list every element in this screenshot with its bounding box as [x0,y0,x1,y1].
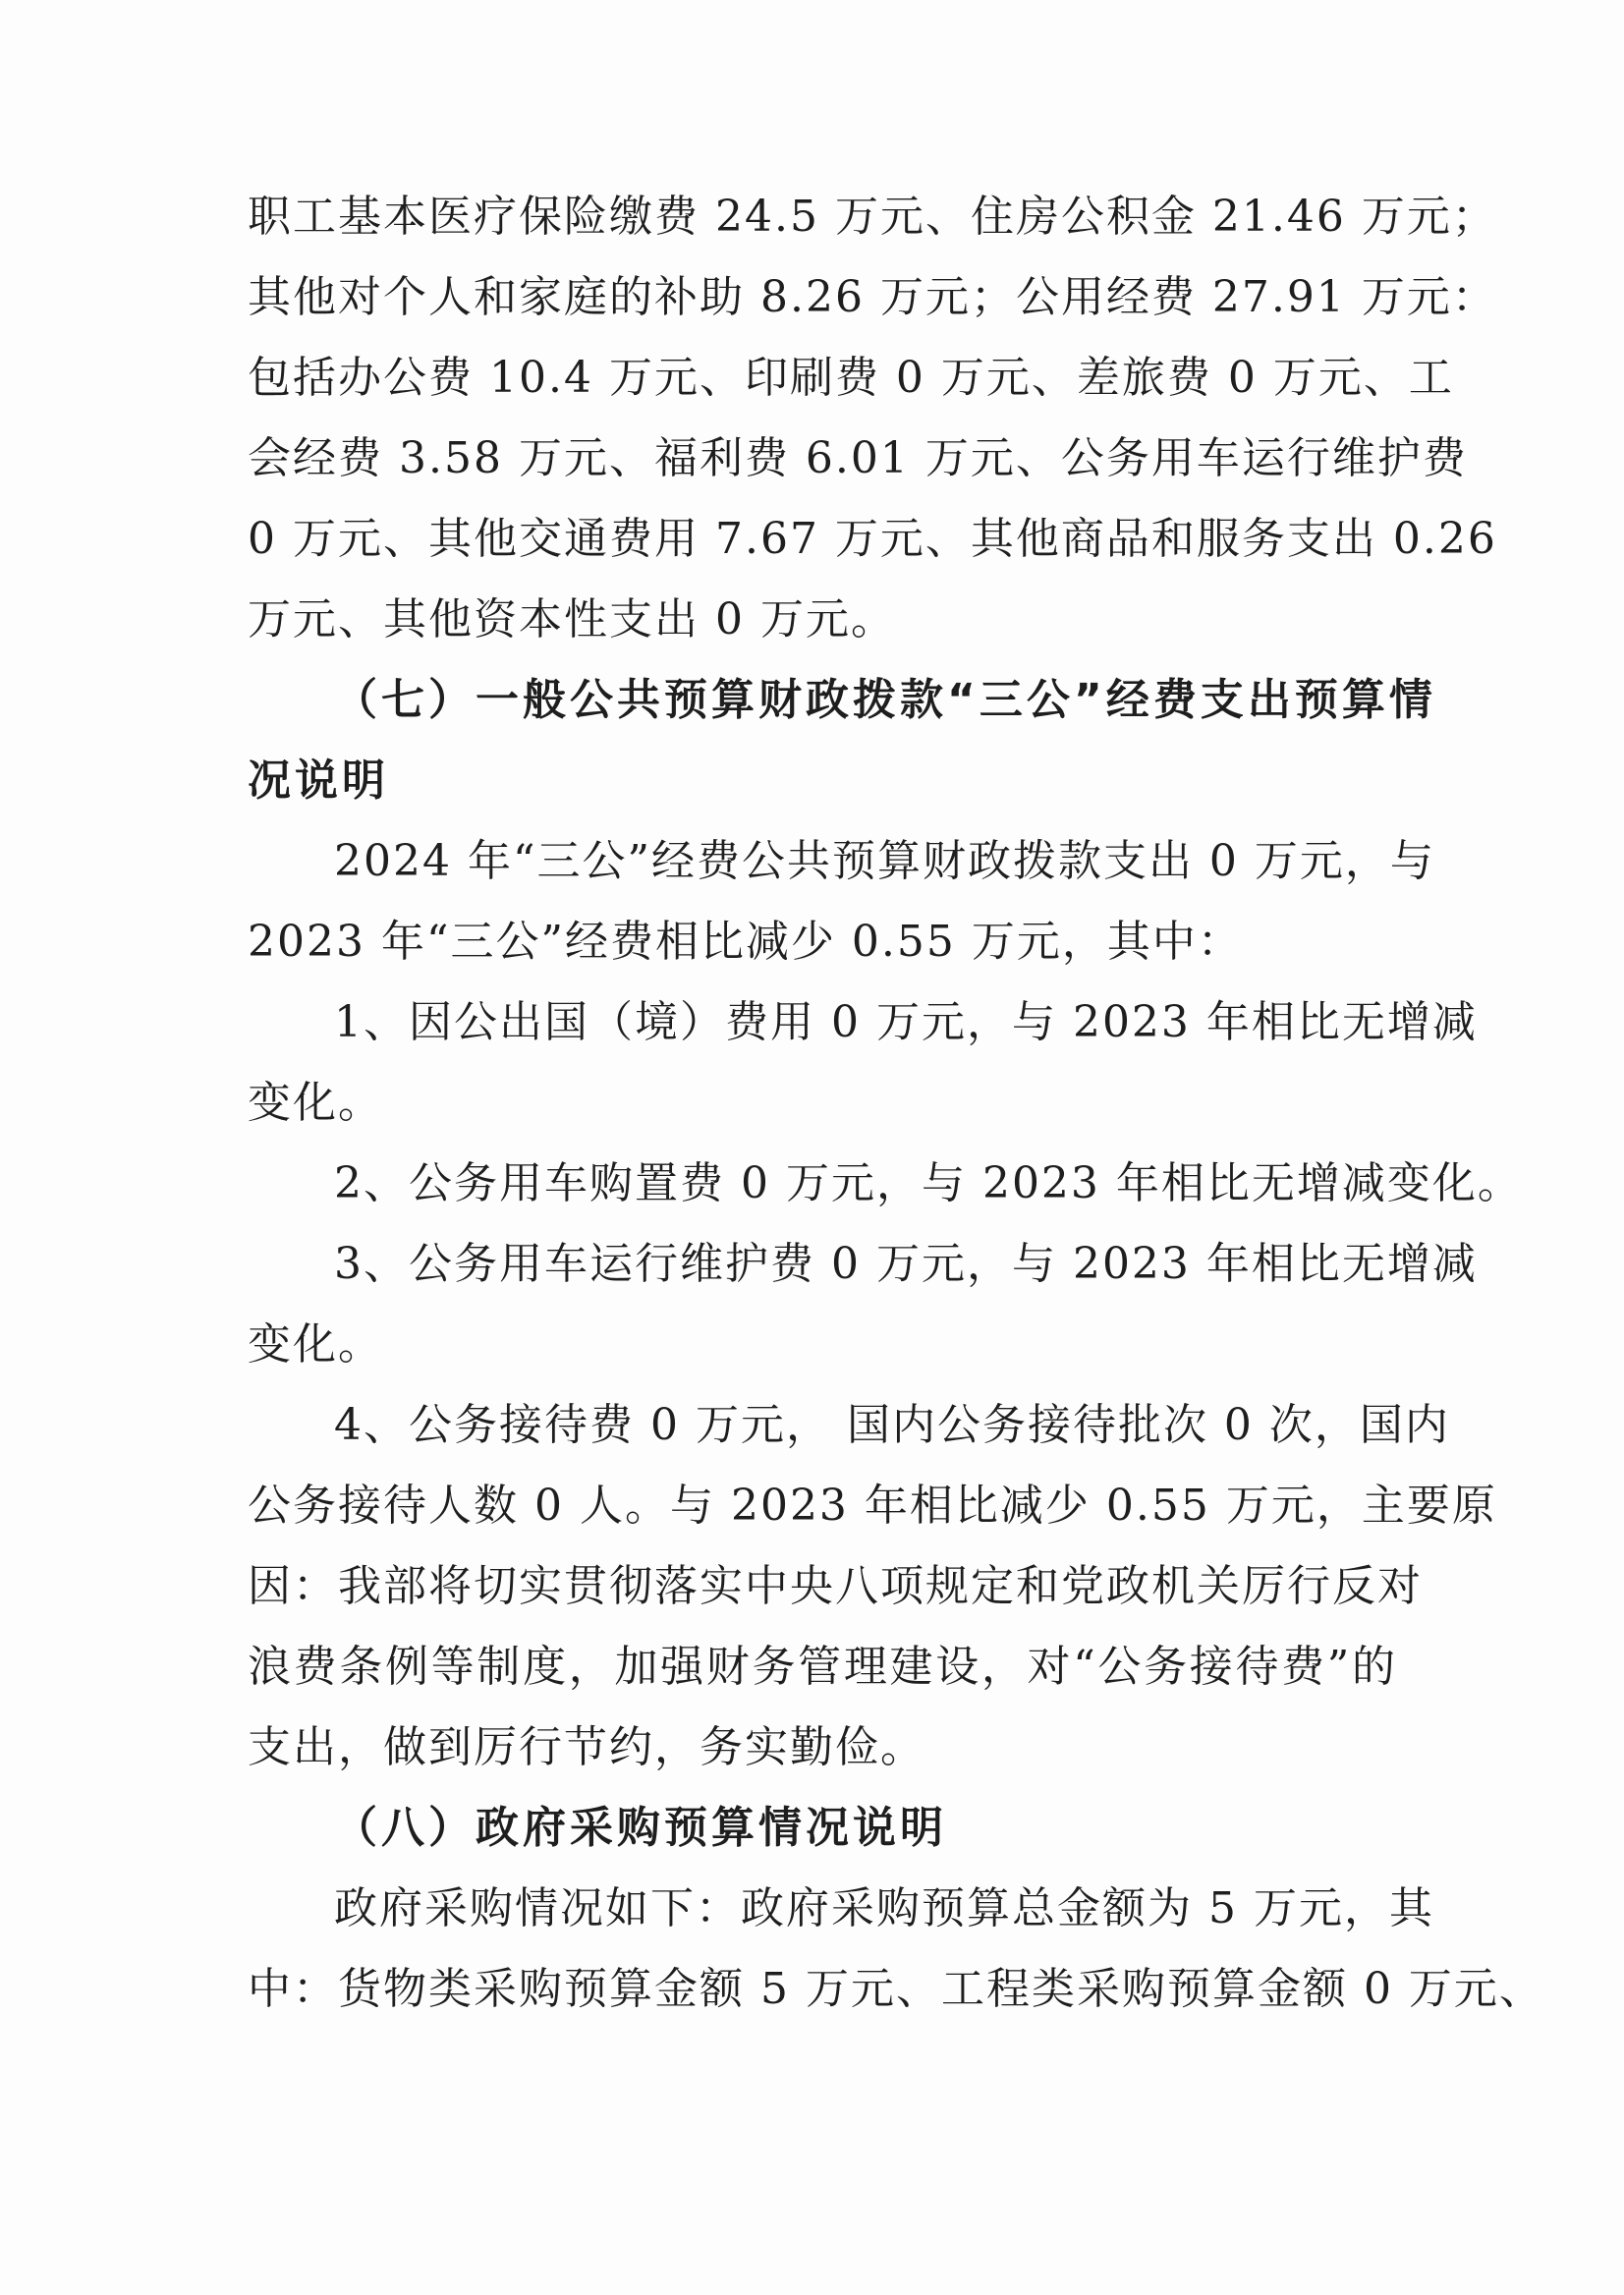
section8-body-paragraph [248,1869,1544,2030]
heading-line: 况说明 [248,756,389,806]
section7-item-2 [248,1144,1523,1224]
heading-line: （七）一般公共预算财政拨款“三公”经费支出预算情 [334,675,1436,725]
text-line: 其他对个人和家庭的补助 8.26 万元；公用经费 27.91 万元： [248,272,1497,322]
text-line: 浪费条例等制度，加强财务管理建设，对“公务接待费”的 [248,1642,1397,1692]
text-line: 会经费 3.58 万元、福利费 6.01 万元、公务用车运行维护费 [248,433,1468,483]
document-body [248,177,1544,2030]
text-line: 万元、其他资本性支出 0 万元。 [248,594,896,644]
text-line: 0 万元、其他交通费用 7.67 万元、其他商品和服务支出 0.26 [248,514,1497,564]
text-line: 政府采购情况如下：政府采购预算总金额为 5 万元，其 [334,1883,1434,1933]
text-line: 职工基本医疗保险缴费 24.5 万元、住房公积金 21.46 万元； [248,192,1497,242]
section7-heading [248,660,1436,821]
section7-item-1 [248,982,1478,1144]
text-line: 变化。 [248,1319,383,1370]
text-line: 4、公务接待费 0 万元， 国内公务接待批次 0 次，国内 [334,1400,1450,1450]
section6-tail-paragraph [248,177,1497,660]
section7-intro-paragraph [248,821,1435,982]
text-line: 1、因公出国（境）费用 0 万元，与 2023 年相比无增减 [334,997,1478,1047]
text-line: 2024 年“三公”经费公共预算财政拨款支出 0 万元，与 [334,836,1435,886]
text-line: 3、公务用车运行维护费 0 万元，与 2023 年相比无增减 [334,1239,1478,1289]
text-line: 2023 年“三公”经费相比减少 0.55 万元，其中： [248,917,1243,967]
text-line: 变化。 [248,1078,383,1128]
heading-line: （八）政府采购预算情况说明 [334,1803,947,1853]
text-line: 包括办公费 10.4 万元、印刷费 0 万元、差旅费 0 万元、工 [248,353,1454,403]
text-line: 2、公务用车购置费 0 万元，与 2023 年相比无增减变化。 [334,1158,1523,1208]
section7-item-4 [248,1385,1497,1788]
text-line: 中：货物类采购预算金额 5 万元、工程类采购预算金额 0 万元、 [248,1964,1544,2014]
text-line: 因：我部将切实贯彻落实中央八项规定和党政机关厉行反对 [248,1561,1423,1611]
text-line: 支出，做到厉行节约，务实勤俭。 [248,1722,925,1772]
section7-item-3 [248,1224,1478,1385]
section8-heading [248,1788,1397,1869]
text-line: 公务接待人数 0 人。与 2023 年相比减少 0.55 万元，主要原 [248,1481,1497,1531]
